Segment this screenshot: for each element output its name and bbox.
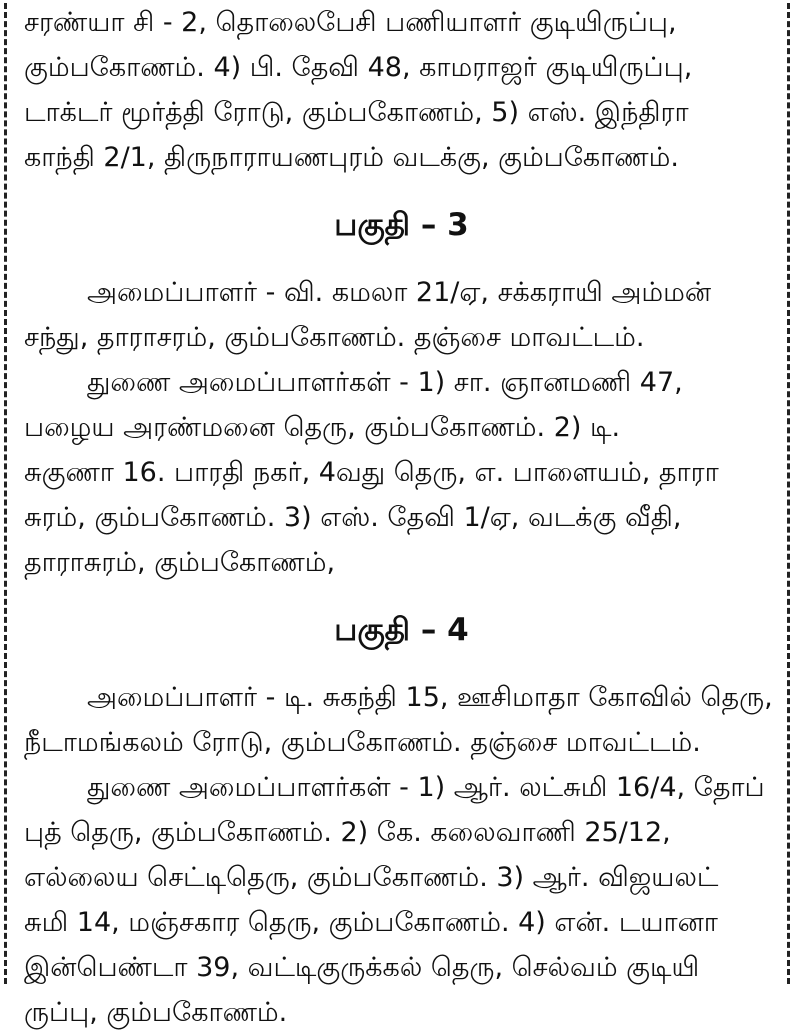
text-line: சந்து, தாராசரம், கும்பகோணம். தஞ்சை மாவட்டம்.: [24, 322, 645, 353]
text-line: சுரம், கும்பகோணம். 3) எஸ். தேவி 1/ஏ, வடக்கு வீதி,: [24, 502, 682, 533]
section-part-3: [24, 180, 779, 585]
text-line: பழைய அரண்மனை தெரு, கும்பகோணம். 2) டி.: [24, 412, 621, 443]
text-line: காந்தி 2/1, திருநாராயணபுரம் வடக்கு, கும்பகோணம்.: [24, 142, 679, 173]
text-line: எல்லைய செட்டிதெரு, கும்பகோணம். 3) ஆர். விஜயலட்: [24, 862, 719, 893]
text-line: சுமி 14, மஞ்சகார தெரு, கும்பகோணம். 4) என். டயானா: [24, 907, 718, 938]
text-line: தாராசுரம், கும்பகோணம்,: [24, 547, 336, 578]
text-line: கும்பகோணம். 4) பி. தேவி 48, காமராஜர் குடியிருப்பு,: [24, 52, 693, 83]
paragraph-first-line: துணை அமைப்பாளர்கள் - 1) ஆர். லட்சுமி 16/4, தோப்: [87, 772, 765, 803]
paragraph-first-line: அமைப்பாளர் - வி. கமலா 21/ஏ, சக்கராயி அம்மன்: [87, 277, 712, 308]
text-line: நீடாமங்கலம் ரோடு, கும்பகோணம். தஞ்சை மாவட்டம்.: [24, 727, 701, 758]
text-line: புத் தெரு, கும்பகோணம். 2) கே. கலைவாணி 25/12,: [24, 817, 671, 848]
paragraph-first-line: துணை அமைப்பாளர்கள் - 1) சா. ஞானமணி 47,: [87, 367, 683, 398]
section-continuation: [24, 0, 779, 180]
section-heading: பகுதி – 4: [334, 612, 469, 648]
text-line: சரண்யா சி - 2, தொலைபேசி பணியாளர் குடியிருப்பு,: [24, 7, 677, 38]
text-line: இன்பெண்டா 39, வட்டிகுருக்கல் தெரு, செல்வம் குடியி: [24, 952, 700, 983]
paragraph-first-line: அமைப்பாளர் - டி. சுகந்தி 15, ஊசிமாதா கோவில் தெரு,: [87, 682, 773, 713]
section-part-4: [24, 585, 779, 1035]
text-line: டாக்டர் மூர்த்தி ரோடு, கும்பகோணம், 5) எஸ். இந்திரா: [24, 97, 689, 128]
section-heading: பகுதி – 3: [334, 207, 469, 243]
text-line: ருப்பு, கும்பகோணம்.: [24, 997, 288, 1028]
text-line: சுகுணா 16. பாரதி நகர், 4வது தெரு, எ. பாளையம், தாரா: [24, 457, 719, 488]
article-column: [24, 0, 779, 1035]
